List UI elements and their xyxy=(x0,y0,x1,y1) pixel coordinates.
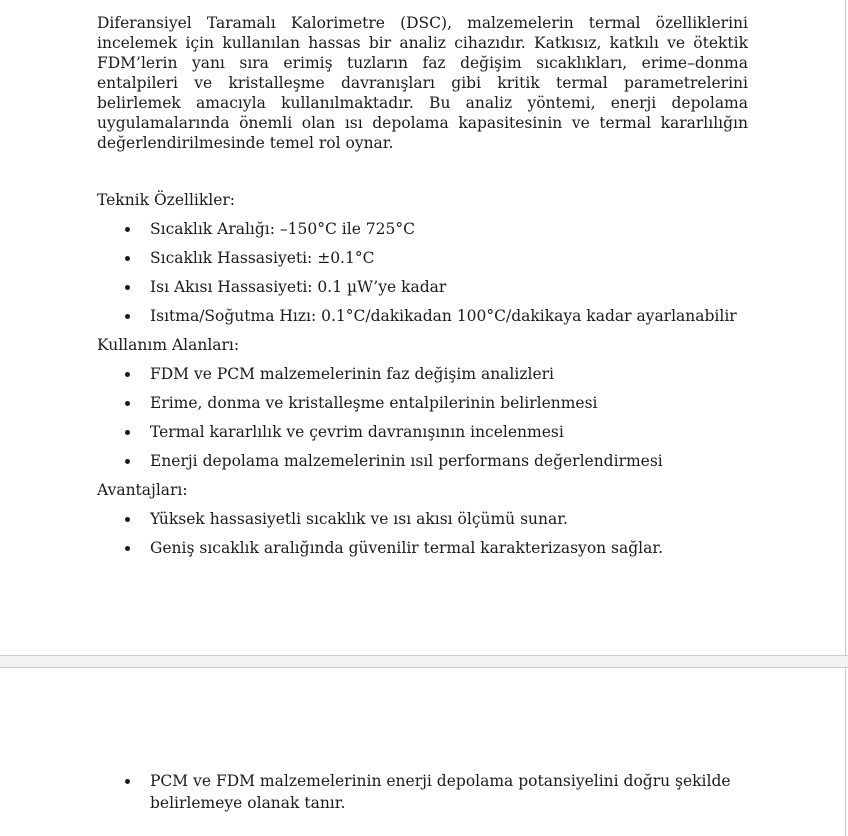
bullet-icon xyxy=(125,401,130,406)
list-item xyxy=(97,306,748,326)
list-item xyxy=(97,770,748,814)
bullet-icon xyxy=(125,430,130,435)
bullet-icon xyxy=(125,546,130,551)
bullet-icon xyxy=(125,372,130,377)
section-heading-kullanim-alanlari: Kullanım Alanları: xyxy=(97,336,240,354)
list-item-text: Enerji depolama malzemelerinin ısıl performans değerlendirmesi xyxy=(150,452,663,470)
section-heading-teknik-ozellikler: Teknik Özellikler: xyxy=(97,191,236,209)
list-item xyxy=(97,219,748,239)
bullet-icon xyxy=(125,779,130,784)
list-item xyxy=(97,393,748,413)
list-item xyxy=(97,248,748,268)
page-2-content xyxy=(0,668,748,814)
list-item-text: FDM ve PCM malzemelerinin faz değişim analizleri xyxy=(150,365,554,383)
list-item-text: Yüksek hassasiyetli sıcaklık ve ısı akısı ölçümü sunar. xyxy=(150,510,568,528)
list-item-text: Isı Akısı Hassasiyeti: 0.1 µW’ye kadar xyxy=(150,278,447,296)
list-item xyxy=(97,509,748,529)
bullet-icon xyxy=(125,517,130,522)
list-item-text: PCM ve FDM malzemelerinin enerji depolama potansiyelini doğru şekilde belirlemeye olanak tanır. xyxy=(150,772,731,812)
list-item xyxy=(97,538,748,558)
list-item xyxy=(97,277,748,297)
list-item-text: Sıcaklık Aralığı: –150°C ile 725°C xyxy=(150,220,415,238)
bullet-icon xyxy=(125,227,130,232)
bullet-icon xyxy=(125,314,130,319)
list-item-text: Isıtma/Soğutma Hızı: 0.1°C/dakikadan 100°C/dakikaya kadar ayarlanabilir xyxy=(150,307,737,325)
list-item xyxy=(97,451,748,471)
intro-paragraph: Diferansiyel Taramalı Kalorimetre (DSC), malzemelerin termal özelliklerini incelemek için kullanılan hassas bir analiz cihazıdır. Katkısız, katkılı ve ötektik FDM’lerin yanı sıra erimiş tuzların faz değişim sıcaklıkları, erime–donma entalpileri ve kristalleşme davranışları gibi kritik termal parametrelerini belirlemek amacıyla kullanılmaktadır. Bu analiz yöntemi, enerji depolama uygulamalarında önemli olan ısı depolama kapasitesinin ve termal kararlılığın değerlendirilmesinde temel rol oynar. xyxy=(97,14,748,152)
list-item-text: Geniş sıcaklık aralığında güvenilir termal karakterizasyon sağlar. xyxy=(150,539,664,557)
section-heading-avantajlari: Avantajları: xyxy=(97,481,188,499)
list-item-text: Erime, donma ve kristalleşme entalpilerinin belirlenmesi xyxy=(150,394,598,412)
page-break-gap xyxy=(0,655,848,668)
bullet-icon xyxy=(125,459,130,464)
list-item-text: Termal kararlılık ve çevrim davranışının incelenmesi xyxy=(150,423,564,441)
list-item xyxy=(97,422,748,442)
document-page-2[interactable] xyxy=(0,668,846,836)
bullet-icon xyxy=(125,256,130,261)
list-item-text: Sıcaklık Hassasiyeti: ±0.1°C xyxy=(150,249,375,267)
list-item xyxy=(97,364,748,384)
bullet-icon xyxy=(125,285,130,290)
